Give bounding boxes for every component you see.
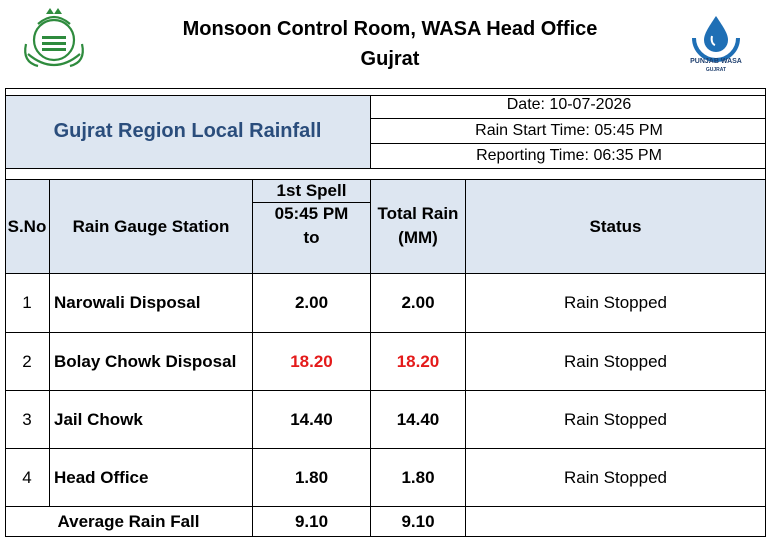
header-total: Total Rain xyxy=(377,204,459,223)
row-station: Head Office xyxy=(54,467,149,487)
row-station: Narowali Disposal xyxy=(54,293,201,312)
row-spell: 1.80 xyxy=(294,467,329,487)
header-subtitle: Gujrat xyxy=(360,48,420,70)
reporting-time: Reporting Time: 06:35 PM xyxy=(476,147,662,164)
row-status: Rain Stopped xyxy=(563,467,668,487)
row-total: 18.20 xyxy=(396,351,440,371)
average-label: Average Rain Fall xyxy=(57,511,200,531)
row-total: 1.80 xyxy=(401,467,435,487)
row-sno: 1 xyxy=(22,293,32,312)
header-spell-time: 05:45 PM xyxy=(274,204,349,223)
rain-start-time: Rain Start Time: 05:45 PM xyxy=(475,122,663,139)
row-spell: 2.00 xyxy=(294,293,329,312)
row-spell: 18.20 xyxy=(290,351,333,371)
row-station: Jail Chowk xyxy=(54,409,143,429)
header-sno: S.No xyxy=(7,217,47,236)
row-sno: 3 xyxy=(22,409,32,429)
logo-text: PUNJAB WASA xyxy=(690,58,742,65)
header-spell: 1st Spell xyxy=(276,181,347,200)
row-sno: 2 xyxy=(22,351,32,371)
logo-subtext: GUJRAT xyxy=(705,67,727,73)
average-spell: 9.10 xyxy=(294,511,329,531)
punjab-emblem-icon xyxy=(16,6,92,78)
header-spell-to: to xyxy=(303,228,320,247)
row-sno: 4 xyxy=(22,467,32,487)
header-total-unit: (MM) xyxy=(398,228,438,247)
region-title: Gujrat Region Local Rainfall xyxy=(53,120,322,142)
row-total: 14.40 xyxy=(396,409,440,429)
report-date: Date: 10-07-2026 xyxy=(506,96,632,113)
average-total: 9.10 xyxy=(401,511,435,531)
header-status: Status xyxy=(589,217,642,236)
header-title: Monsoon Control Room, WASA Head Office xyxy=(182,18,598,40)
row-status: Rain Stopped xyxy=(563,351,668,371)
header-station: Rain Gauge Station xyxy=(72,217,230,236)
row-status: Rain Stopped xyxy=(563,409,668,429)
row-status: Rain Stopped xyxy=(563,293,668,312)
row-station: Bolay Chowk Disposal xyxy=(54,351,237,371)
row-spell: 14.40 xyxy=(290,409,333,429)
header-band xyxy=(0,0,767,88)
row-total: 2.00 xyxy=(401,293,435,312)
